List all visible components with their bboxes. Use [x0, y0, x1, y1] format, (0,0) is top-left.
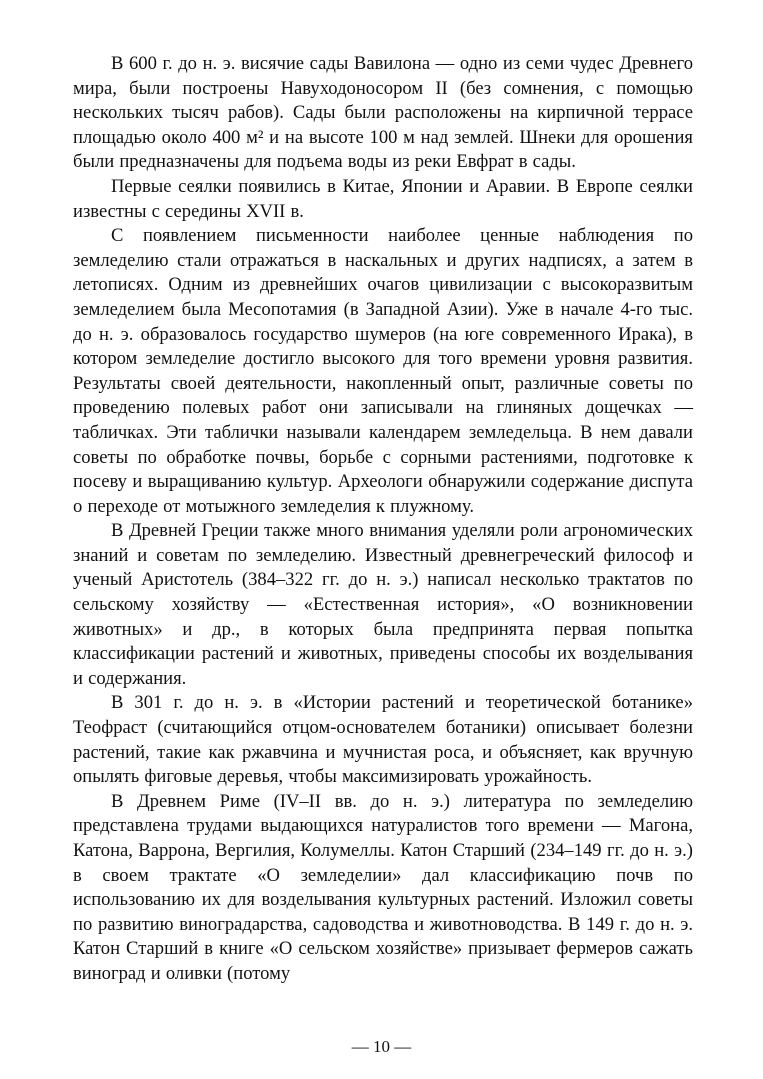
paragraph-babylon-gardens: В 600 г. до н. э. висячие сады Вавилона — одно из семи чудес Древнего мира, были построены Навуходоносором II (без сомнения, с помощью нескольких тысяч рабов). Сады были расположены на кирпичной террасе площадью около 400 м² и на высоте 100 м над землей. Шнеки для орошения были предназначены для подъема воды из реки Евфрат в сады. [73, 53, 693, 173]
paragraph-ancient-rome: В Древнем Риме (IV–II вв. до н. э.) литература по земледелию представлена трудами выдающихся натуралистов того времени — Магона, Катона, Варрона, Вергилия, Колумеллы. Катон Старший (234–149 гг. до н. э.) в своем трактате «О земледелии» дал классификацию почв по использованию их для возделывания культурных растений. Изложил советы по развитию виноградарства, садоводства и животноводства. В 149 г. до н. э. Катон Старший в книге «О сельском хозяйстве» призывает фермеров сажать виноград и оливки (потому [73, 790, 693, 984]
page-number: — 10 — [351, 1037, 412, 1056]
paragraph-mesopotamia: С появлением письменности наиболее ценные наблюдения по земледелию стали отражаться в наскальных и других надписях, а затем в летописях. Одним из древнейших очагов цивилизации с высокоразвитым земледелием была Месопотамия (в Западной Азии). Уже в начале 4-го тыс. до н. э. образовалось государство шумеров (на юге современного Ирака), в котором земледелие достигло высокого для того времени уровня развития. Результаты своей деятельности, накопленный опыт, различные советы по проведению полевых работ они записывали на глиняных дощечках — табличках. Эти таблички называли календарем земледельца. В нем давали советы по обработке почвы, борьбе с сорными растениями, подготовке к посеву и выращиванию культур. Археологи обнаружили содержание диспута о переходе от мотыжного земледелия к плужному. [73, 225, 693, 517]
page-text-block [73, 52, 693, 987]
paragraph-seed-drills: Первые сеялки появились в Китае, Японии и Аравии. В Европе сеялки известны с середины XVII в. [73, 175, 693, 222]
paragraph-ancient-greece: В Древней Греции также много внимания уделяли роли агрономических знаний и советам по земледелию. Известный древнегреческий философ и ученый Аристотель (384–322 гг. до н. э.) написал несколько трактатов по сельскому хозяйству — «Естественная история», «О возникновении животных» и др., в которых была предпринята первая попытка классификации растений и животных, приведены способы их возделывания и содержания. [73, 520, 693, 689]
paragraph-theophrastus: В 301 г. до н. э. в «Истории растений и теоретической ботанике» Теофраст (считающийся отцом-основателем ботаники) описывает болезни растений, такие как ржавчина и мучнистая роса, и объясняет, как вручную опылять фиговые деревья, чтобы максимизировать урожайность. [73, 692, 693, 788]
